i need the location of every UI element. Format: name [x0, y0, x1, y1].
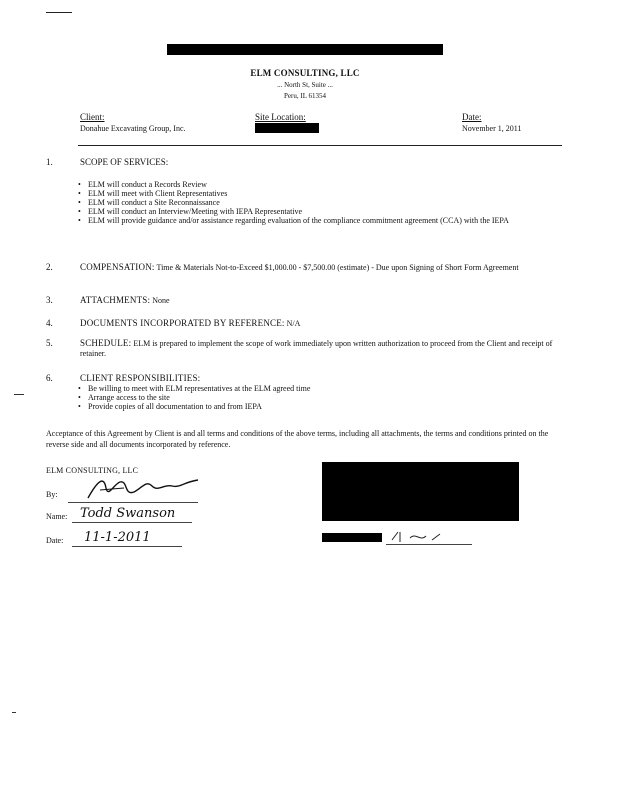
client-responsibility-bullet: • Provide copies of all documentation to and from IEPA	[86, 402, 570, 411]
section-5-number: 5.	[46, 338, 53, 348]
scope-bullet: • ELM will conduct an Interview/Meeting with IEPA Representative	[86, 207, 570, 216]
scope-bullet: • ELM will conduct a Site Reconnaissance	[86, 198, 570, 207]
acceptance-text: Acceptance of this Agreement by Client is and all terms and conditions of the above terms, including all attachments, the terms and conditions printed on the reverse side and all documents incorporated by reference.	[46, 429, 549, 449]
section-4-number: 4.	[46, 318, 53, 328]
scope-bullet: • ELM will provide guidance and/or assistance regarding evaluation of the compliance commitment agreement (CCA) with the IEPA	[86, 216, 570, 225]
client-responsibility-bullet: • Be willing to meet with ELM representatives at the ELM agreed time	[86, 384, 570, 393]
margin-dash	[14, 394, 24, 395]
redaction-client-date	[322, 533, 382, 542]
section-1-number: 1.	[46, 157, 53, 167]
signature-by-label: By:	[46, 490, 58, 499]
signature-image	[80, 474, 210, 504]
section-6-title: CLIENT RESPONSIBILITIES:	[80, 373, 201, 383]
site-location-label: Site Location:	[255, 112, 306, 122]
section-4-block	[80, 318, 300, 329]
header-divider	[78, 145, 562, 146]
section-5-title: SCHEDULE:	[80, 338, 132, 348]
scope-bullet-list	[80, 180, 570, 225]
client-label: Client:	[80, 112, 105, 122]
scan-mark	[46, 12, 72, 13]
scope-bullet: • ELM will meet with Client Representatives	[86, 189, 570, 198]
section-5-block	[80, 338, 570, 359]
redaction-bar-top	[167, 44, 443, 55]
section-2-title: COMPENSATION:	[80, 262, 155, 272]
section-6-number: 6.	[46, 373, 53, 383]
margin-mark-bottom	[12, 712, 16, 713]
scope-bullet: • ELM will conduct a Records Review	[86, 180, 570, 189]
section-3-block	[80, 295, 170, 306]
client-value: Donahue Excavating Group, Inc.	[80, 124, 186, 133]
date-value: November 1, 2011	[462, 124, 522, 133]
client-date-line	[386, 544, 472, 545]
section-3-title: ATTACHMENTS:	[80, 295, 151, 305]
redaction-site-location	[255, 123, 319, 133]
letterhead-address-line1: ... North St, Suite ...	[277, 81, 333, 89]
signature-line-date	[72, 546, 182, 547]
client-responsibility-bullet: • Arrange access to the site	[86, 393, 570, 402]
redaction-client-signature	[322, 462, 519, 521]
section-2-block	[80, 262, 570, 273]
date-label: Date:	[462, 112, 482, 122]
signature-name-label: Name:	[46, 512, 68, 521]
section-2-text: Time & Materials Not-to-Exceed $1,000.00 - $7,500.00 (estimate) - Due upon Signing of Short Form Agreement	[156, 263, 519, 272]
signature-company: ELM CONSULTING, LLC	[46, 466, 139, 475]
section-4-title: DOCUMENTS INCORPORATED BY REFERENCE:	[80, 318, 285, 328]
section-3-number: 3.	[46, 295, 53, 305]
signature-date-label: Date:	[46, 536, 64, 545]
signature-date-value: 11-1-2011	[84, 530, 151, 545]
section-4-text: N/A	[286, 319, 301, 328]
section-5-text: ELM is prepared to implement the scope of work immediately upon written authorization to proceed from the Client and receipt of retainer.	[80, 339, 553, 358]
signature-line-by	[68, 502, 198, 503]
signature-line-name	[72, 522, 192, 523]
letterhead-company: ELM CONSULTING, LLC	[250, 68, 360, 78]
section-3-text: None	[152, 296, 170, 305]
client-responsibility-list	[80, 384, 570, 411]
section-2-number: 2.	[46, 262, 53, 272]
section-1-title: SCOPE OF SERVICES:	[80, 157, 169, 167]
letterhead-address-line2: Peru, IL 61354	[284, 92, 326, 100]
signature-name-value: Todd Swanson	[80, 506, 176, 521]
